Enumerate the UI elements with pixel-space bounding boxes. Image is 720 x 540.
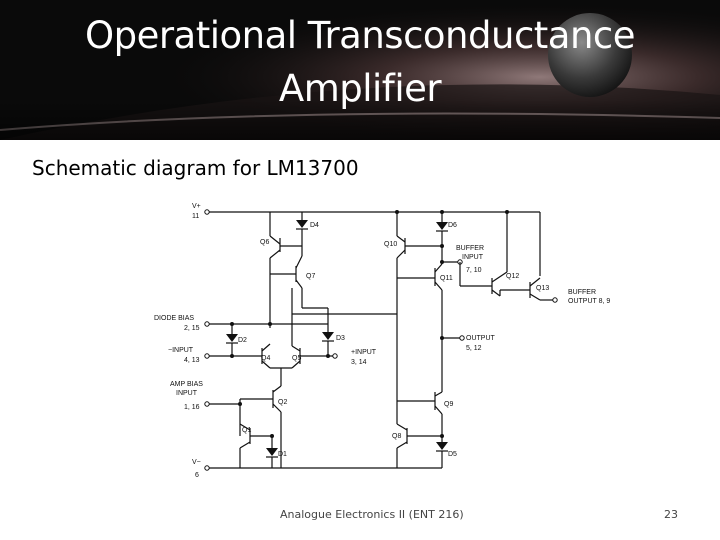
q7-label: Q7 [306,273,316,280]
transistor-q10 [397,236,442,258]
slide-title-line-2: Amplifier [278,67,442,110]
buffer-input-label: BUFFER [456,245,484,252]
lm13700-schematic [150,196,630,486]
d5-label: D5 [448,451,457,458]
vplus-pin-label: 11 [192,213,200,220]
plus-input-label: +INPUT [351,349,377,356]
buffer-input-pin-label: 7, 10 [466,267,482,274]
output-pin-label: 5, 12 [466,345,482,352]
slide-title-line-1: Operational Transconductance [84,14,636,57]
amp-bias-pin-label: 1, 16 [184,404,200,411]
q1-label: Q1 [242,427,252,434]
slide-footer: Analogue Electronics II (ENT 216) [280,508,464,521]
transistor-q9 [397,392,442,414]
transistor-q2 [240,386,281,412]
q10-label: Q10 [384,241,398,248]
diode-d1 [266,444,278,468]
buffer-output-label-2: OUTPUT 8, 9 [568,298,611,305]
output-label: OUTPUT [466,335,495,342]
diode-d3 [322,322,334,356]
d4-label: D4 [310,222,319,229]
q9-label: Q9 [444,401,454,408]
minus-input-label: −INPUT [168,347,194,354]
plus-input-pin-label: 3, 14 [351,359,367,366]
q2-label: Q2 [278,399,288,406]
transistor-q13 [500,278,540,300]
q11-label: Q11 [440,275,453,282]
d6-label: D6 [448,222,457,229]
diode-d6 [436,222,448,258]
positive-rail [205,210,540,214]
diode-d4 [296,220,308,229]
vminus-label: V− [192,459,201,466]
slide-subtitle: Schematic diagram for LM13700 [32,156,359,180]
amp-bias-label-2: INPUT [176,390,197,397]
diode-bias-label: DIODE BIAS [154,315,195,322]
d1-label: D1 [278,451,287,458]
amp-bias-label: AMP BIAS [170,381,203,388]
d2-label: D2 [238,337,247,344]
vminus-pin-label: 6 [195,472,199,479]
vplus-label: V+ [192,203,201,210]
d3-label: D3 [336,335,345,342]
diode-bias-pin-label: 2, 15 [184,325,200,332]
q6-label: Q6 [260,239,270,246]
transistor-q8 [397,424,442,448]
q5-label: Q5 [292,355,302,362]
buffer-output-label: BUFFER [568,289,596,296]
diode-d5 [436,442,448,468]
q4-label: Q4 [261,355,271,362]
q8-label: Q8 [392,433,402,440]
slide-page-number: 23 [664,508,678,521]
minus-input-pin-label: 4, 13 [184,357,200,364]
transistor-q7 [270,256,302,288]
transistor-q6 [270,236,302,258]
diode-d2 [226,324,238,356]
buffer-input-label-2: INPUT [462,254,483,261]
q13-label: Q13 [536,285,550,292]
q12-label: Q12 [506,273,520,280]
